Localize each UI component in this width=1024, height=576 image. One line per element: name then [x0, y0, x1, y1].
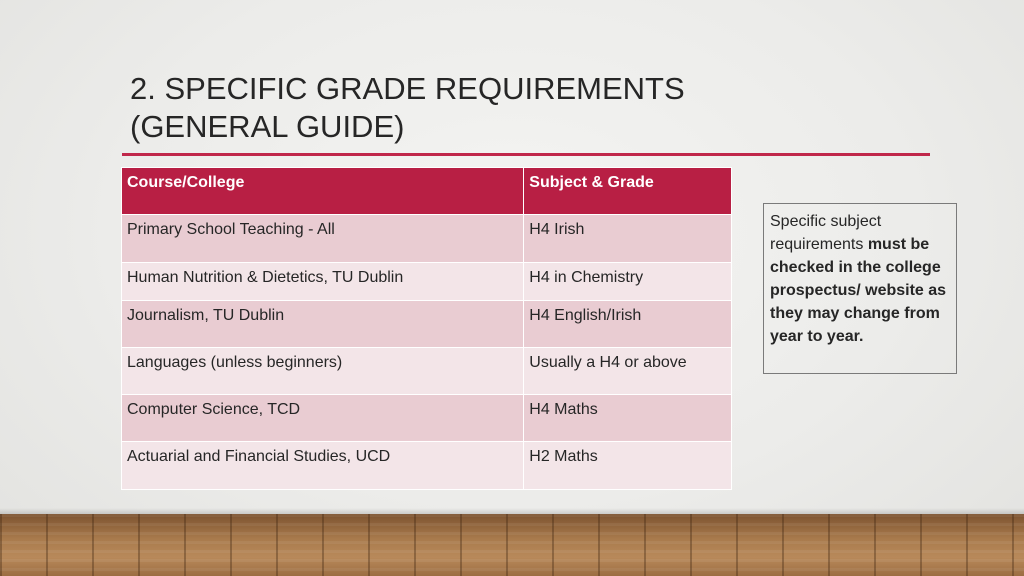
- note-bold-text: must be checked in the college prospectus/ website as they may change from year to year.: [770, 236, 947, 345]
- table-header-row: [122, 168, 732, 215]
- note-box: [763, 203, 957, 374]
- course-cell: Primary School Teaching - All: [122, 215, 524, 263]
- wooden-floor-decoration: [0, 514, 1024, 576]
- grade-cell: H4 in Chemistry: [524, 263, 732, 301]
- table-row: [122, 395, 732, 442]
- grade-cell: H4 Maths: [524, 395, 732, 442]
- course-cell: Languages (unless beginners): [122, 348, 524, 395]
- title-underline: [122, 153, 930, 156]
- header-subject-grade: Subject & Grade: [524, 168, 732, 215]
- note-plain-text: Specific subject requirements: [770, 213, 882, 253]
- course-cell: Human Nutrition & Dietetics, TU Dublin: [122, 263, 524, 301]
- table-row: [122, 301, 732, 348]
- slide-title: [130, 70, 685, 146]
- course-cell: Actuarial and Financial Studies, UCD: [122, 442, 524, 490]
- grade-requirements-table: [121, 167, 732, 490]
- course-cell: Journalism, TU Dublin: [122, 301, 524, 348]
- header-course-college: Course/College: [122, 168, 524, 215]
- slide-title-line-1: 2. SPECIFIC GRADE REQUIREMENTS: [130, 71, 685, 106]
- course-cell: Computer Science, TCD: [122, 395, 524, 442]
- grade-cell: H2 Maths: [524, 442, 732, 490]
- grade-cell: H4 English/Irish: [524, 301, 732, 348]
- table-row: [122, 263, 732, 301]
- table-row: [122, 348, 732, 395]
- table-row: [122, 215, 732, 263]
- grade-cell: H4 Irish: [524, 215, 732, 263]
- slide-title-line-2: (GENERAL GUIDE): [130, 109, 405, 144]
- table-row: [122, 442, 732, 490]
- grade-cell: Usually a H4 or above: [524, 348, 732, 395]
